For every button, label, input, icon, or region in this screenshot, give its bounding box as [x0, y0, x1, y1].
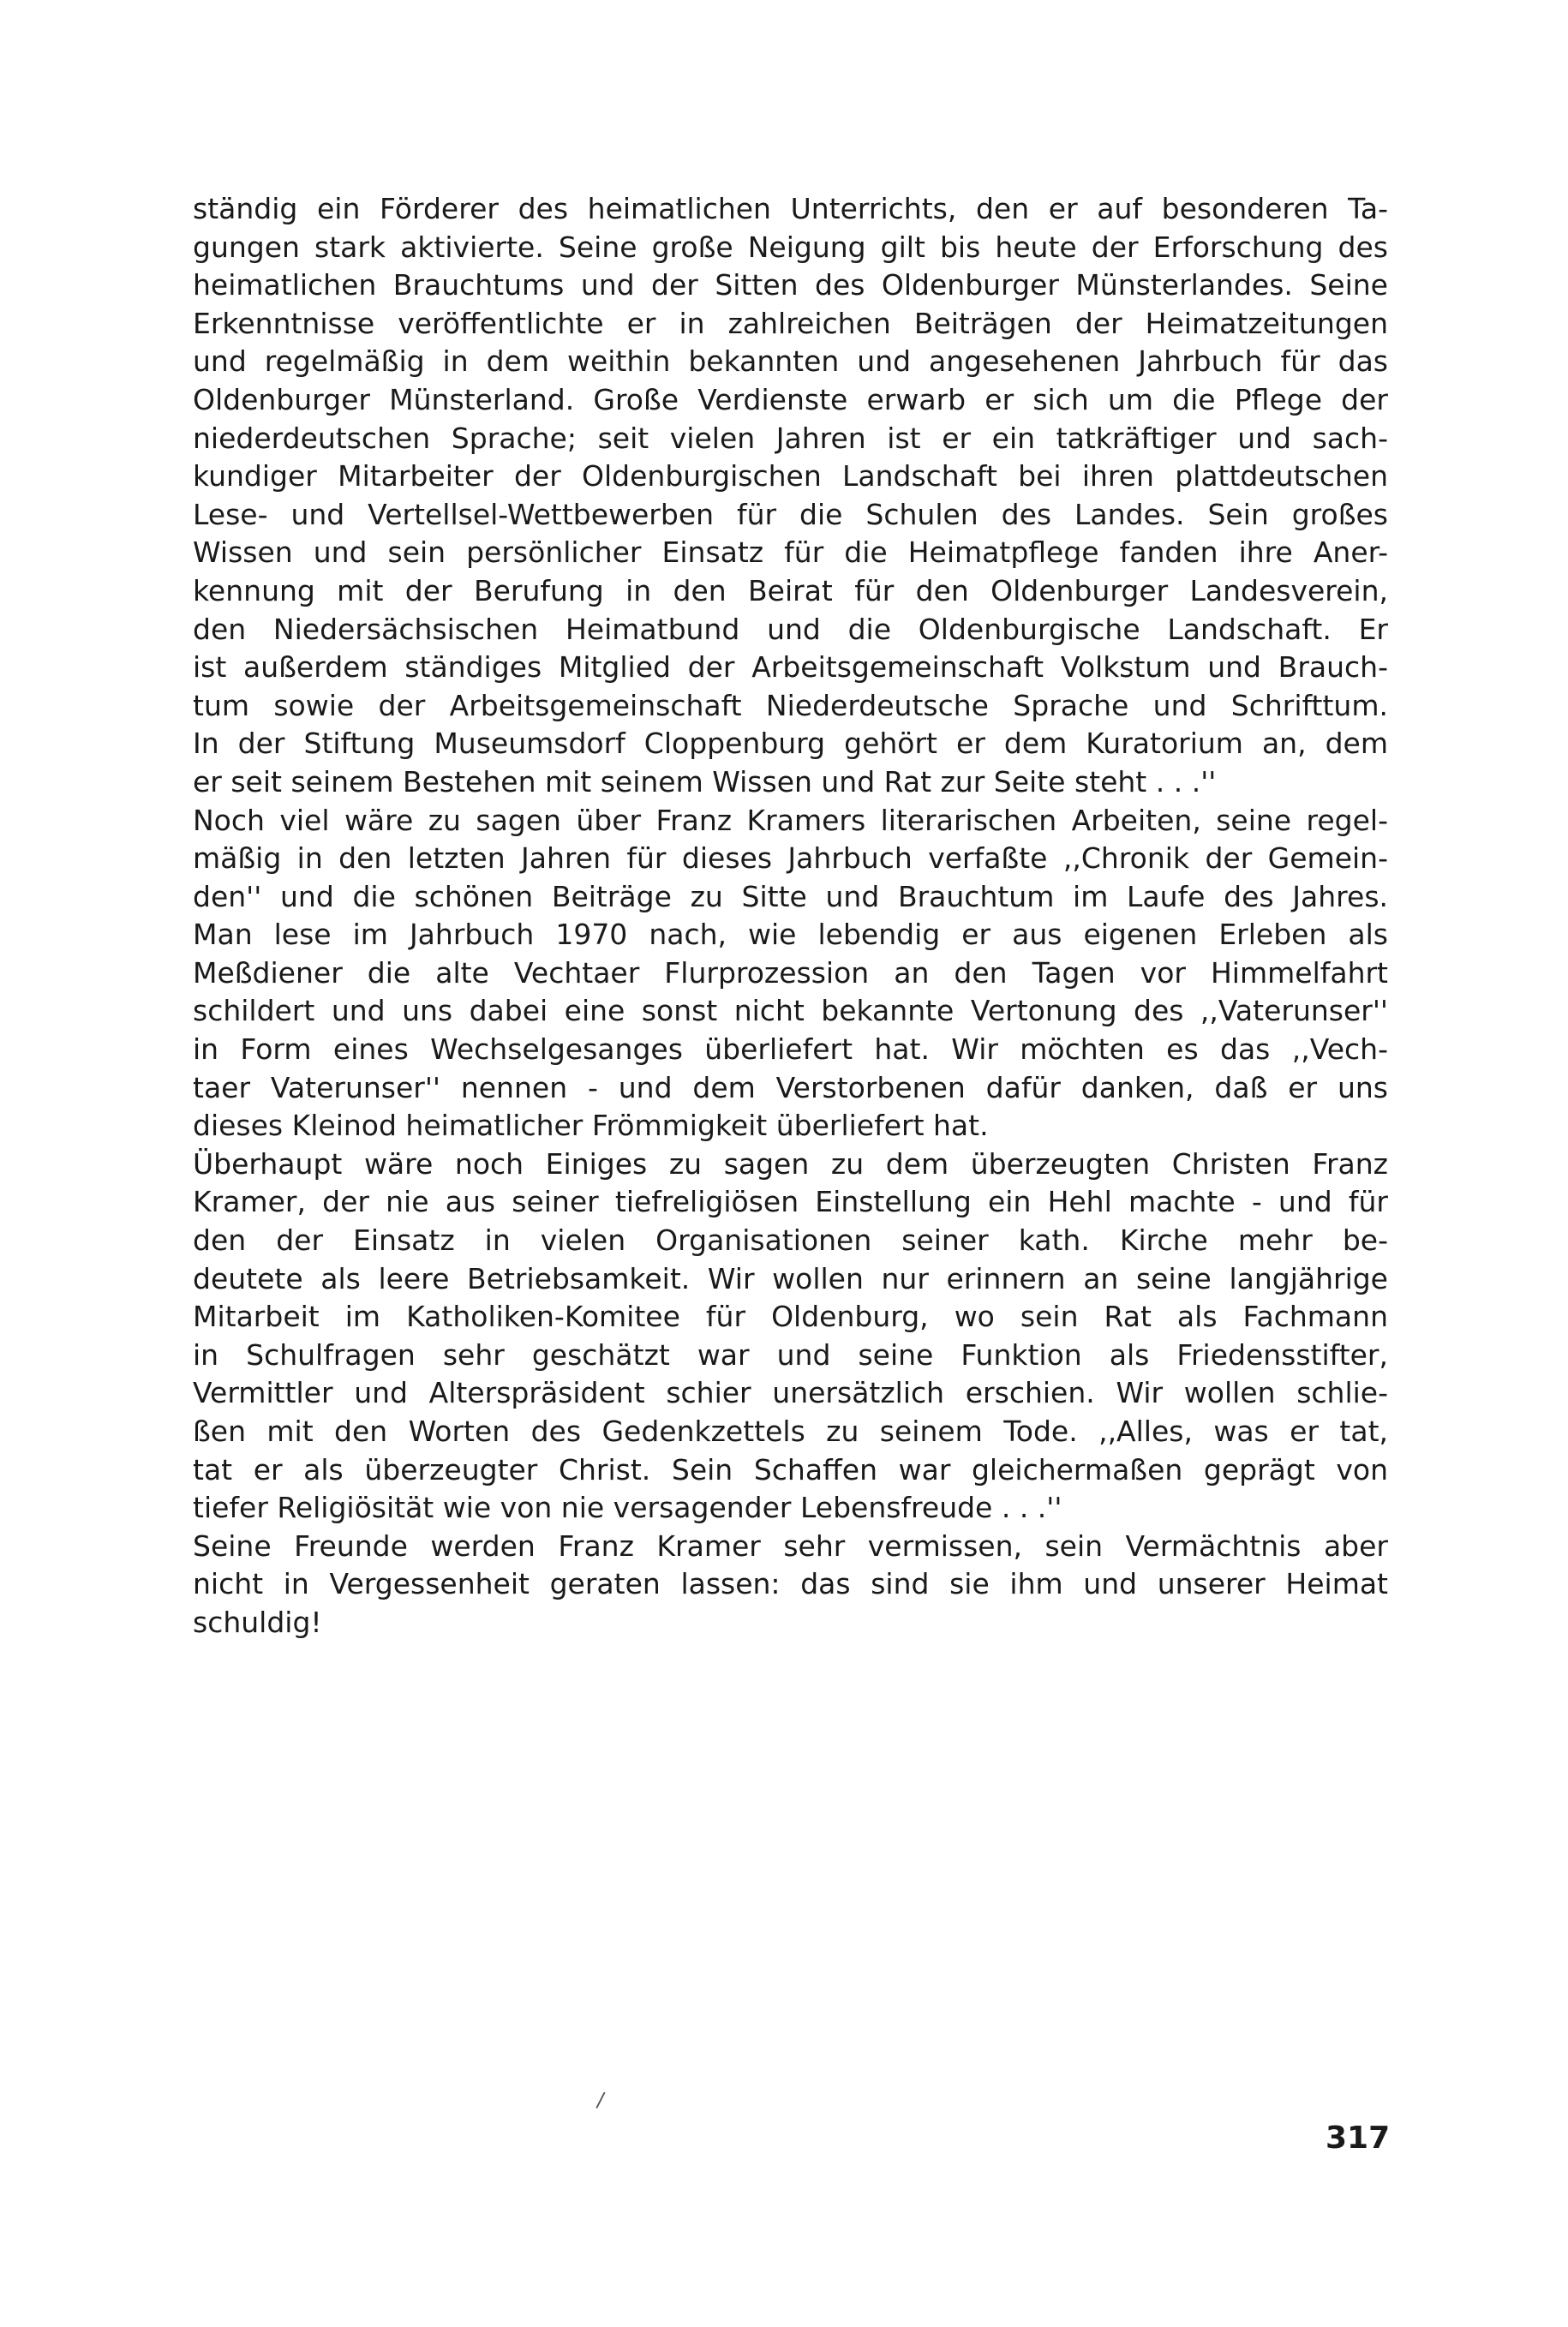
text-line: Meßdiener die alte Vechtaer Flurprozession an den Tagen vor Himmelfahrt	[193, 955, 1388, 990]
text-line: schuldig!	[193, 1605, 322, 1639]
text-line: ist außerdem ständiges Mitglied der Arbeitsgemeinschaft Volkstum und Brauch-	[193, 650, 1388, 685]
text-line: gungen stark aktivierte. Seine große Neigung gilt bis heute der Erforschung des	[193, 230, 1388, 264]
text-line: deutete als leere Betriebsamkeit. Wir wollen nur erinnern an seine langjährige	[193, 1261, 1388, 1295]
text-line: nicht in Vergessenheit geraten lassen: das sind sie ihm und unserer Heimat	[193, 1567, 1388, 1601]
text-line: kennung mit der Berufung in den Beirat für den Oldenburger Landesverein,	[193, 573, 1388, 607]
text-line: Noch viel wäre zu sagen über Franz Kramers literarischen Arbeiten, seine regel-	[193, 803, 1388, 837]
text-line: er seit seinem Bestehen mit seinem Wissen und Rat zur Seite steht . . .''	[193, 764, 1217, 799]
text-line: in Schulfragen sehr geschätzt war und seine Funktion als Friedensstifter,	[193, 1337, 1388, 1372]
text-line: den der Einsatz in vielen Organisationen seiner kath. Kirche mehr be-	[193, 1223, 1388, 1258]
text-line: den Niedersächsischen Heimatbund und die Oldenburgische Landschaft. Er	[193, 612, 1388, 646]
text-line: Man lese im Jahrbuch 1970 nach, wie lebendig er aus eigenen Erleben als	[193, 918, 1388, 952]
text-line: niederdeutschen Sprache; seit vielen Jahren ist er ein tatkräftiger und sach-	[193, 421, 1388, 455]
text-line: In der Stiftung Museumsdorf Cloppenburg gehört er dem Kuratorium an, dem	[193, 727, 1388, 761]
text-line: und regelmäßig in dem weithin bekannten und angesehenen Jahrbuch für das	[193, 344, 1388, 379]
text-line: tiefer Religiösität wie von nie versagender Lebensfreude . . .''	[193, 1491, 1062, 1525]
text-line: mäßig in den letzten Jahren für dieses Jahrbuch verfaßte ,,Chronik der Gemein-	[193, 841, 1388, 876]
text-line: Überhaupt wäre noch Einiges zu sagen zu dem überzeugten Christen Franz	[193, 1146, 1388, 1181]
text-line: heimatlichen Brauchtums und der Sitten des Oldenburger Münsterlandes. Seine	[193, 268, 1388, 302]
text-line: Vermittler und Alterspräsident schier unersätzlich erschien. Wir wollen schlie-	[193, 1376, 1388, 1410]
text-line: kundiger Mitarbeiter der Oldenburgischen Landschaft bei ihren plattdeutschen	[193, 459, 1388, 494]
text-line: Seine Freunde werden Franz Kramer sehr vermissen, sein Vermächtnis aber	[193, 1528, 1388, 1563]
text-line: den'' und die schönen Beiträge zu Sitte und Brauchtum im Laufe des Jahres.	[193, 879, 1388, 913]
text-line: in Form eines Wechselgesanges überliefert hat. Wir möchten es das ,,Vech-	[193, 1032, 1388, 1067]
text-line: tat er als überzeugter Christ. Sein Schaffen war gleichermaßen geprägt von	[193, 1452, 1388, 1487]
text-line: schildert und uns dabei eine sonst nicht bekannte Vertonung des ,,Vaterunser''	[193, 994, 1388, 1028]
text-line: Wissen und sein persönlicher Einsatz für die Heimatpflege fanden ihre Aner-	[193, 535, 1388, 570]
text-line: tum sowie der Arbeitsgemeinschaft Niederdeutsche Sprache und Schrifttum.	[193, 688, 1388, 722]
text-line: Lese- und Vertellsel-Wettbewerben für die Schulen des Landes. Sein großes	[193, 497, 1388, 531]
text-line: ständig ein Förderer des heimatlichen Unterrichts, den er auf besonderen Ta-	[193, 192, 1388, 225]
text-line: Mitarbeit im Katholiken-Komitee für Oldenburg, wo sein Rat als Fachmann	[193, 1300, 1388, 1334]
text-line: Erkenntnisse veröffentlichte er in zahlreichen Beiträgen der Heimatzeitungen	[193, 306, 1388, 340]
text-line: dieses Kleinod heimatlicher Frömmigkeit überliefert hat.	[193, 1109, 989, 1143]
text-line: taer Vaterunser'' nennen - und dem Verstorbenen dafür danken, daß er uns	[193, 1070, 1388, 1104]
text-line: ßen mit den Worten des Gedenkzettels zu seinem Tode. ,,Alles, was er tat,	[193, 1415, 1388, 1448]
body-text	[193, 190, 1388, 1642]
text-line: Kramer, der nie aus seiner tiefreligiösen Einstellung ein Hehl machte - und für	[193, 1185, 1388, 1219]
stray-pen-mark: /	[595, 2087, 607, 2113]
page-number: 317	[1326, 2121, 1391, 2156]
text-line: Oldenburger Münsterland. Große Verdienste erwarb er sich um die Pflege der	[193, 382, 1388, 416]
